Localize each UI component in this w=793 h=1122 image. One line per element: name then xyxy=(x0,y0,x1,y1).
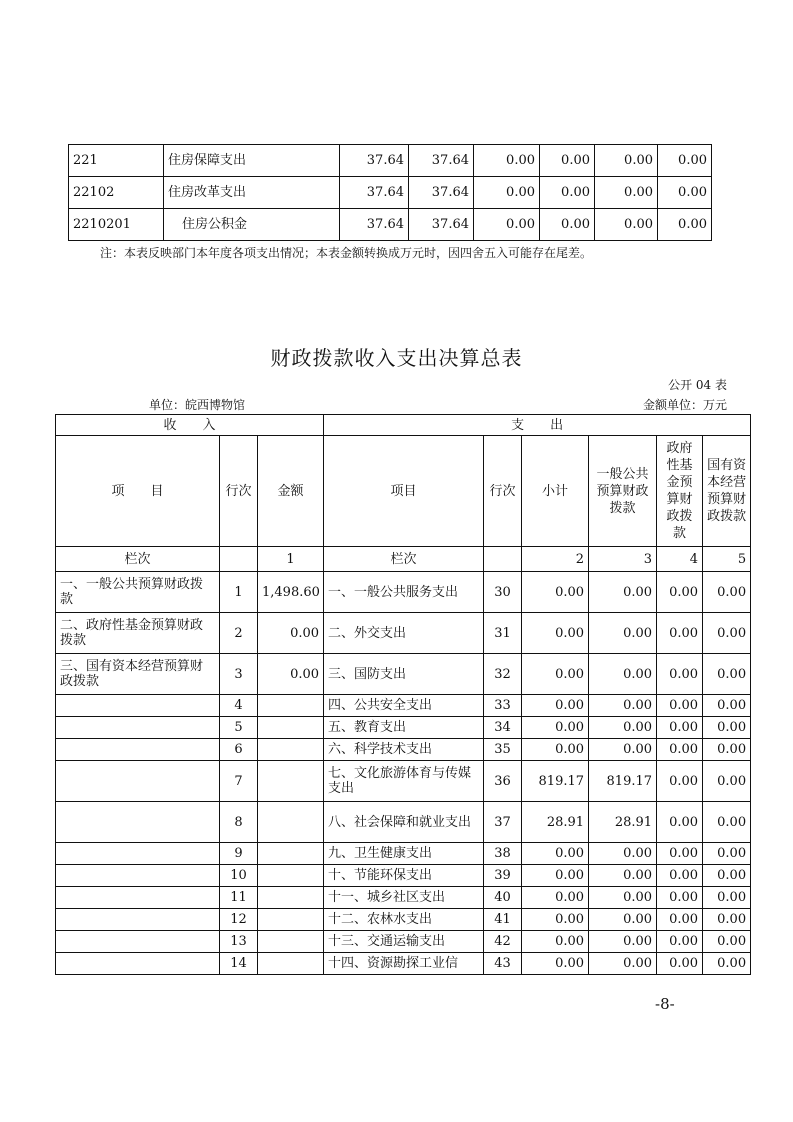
table-row xyxy=(56,887,751,909)
general-budget-value: 0.00 xyxy=(589,887,657,909)
value-cell: 0.00 xyxy=(474,209,540,241)
general-budget-value: 0.00 xyxy=(589,931,657,953)
col-number: 1 xyxy=(258,547,324,572)
income-item xyxy=(56,761,220,802)
income-amount xyxy=(258,695,324,717)
subtotal-value: 0.00 xyxy=(522,865,589,887)
value-cell: 37.64 xyxy=(409,145,474,177)
income-amount xyxy=(258,953,324,975)
state-capital-value: 0.00 xyxy=(703,572,751,613)
expense-row-number: 32 xyxy=(484,654,522,695)
income-amount: 0.00 xyxy=(258,613,324,654)
state-capital-value: 0.00 xyxy=(703,865,751,887)
col-number: 2 xyxy=(522,547,589,572)
empty-cell xyxy=(220,547,258,572)
expense-item: 二、外交支出 xyxy=(324,613,484,654)
income-amount xyxy=(258,931,324,953)
income-amount xyxy=(258,843,324,865)
col-fund-budget: 政府性基金预算财政拨款 xyxy=(657,436,703,547)
col-exp-row: 行次 xyxy=(484,436,522,547)
state-capital-value: 0.00 xyxy=(703,909,751,931)
subtotal-value: 0.00 xyxy=(522,654,589,695)
income-item xyxy=(56,887,220,909)
value-cell: 0.00 xyxy=(595,145,658,177)
income-row-number: 5 xyxy=(220,717,258,739)
expense-row-number: 38 xyxy=(484,843,522,865)
table-row xyxy=(56,843,751,865)
subtotal-value: 819.17 xyxy=(522,761,589,802)
general-budget-value: 0.00 xyxy=(589,953,657,975)
fund-budget-value: 0.00 xyxy=(657,572,703,613)
table-row xyxy=(69,177,712,209)
subtotal-value: 0.00 xyxy=(522,613,589,654)
fund-budget-value: 0.00 xyxy=(657,695,703,717)
expense-item: 六、科学技术支出 xyxy=(324,739,484,761)
general-budget-value: 819.17 xyxy=(589,761,657,802)
expense-row-number: 36 xyxy=(484,761,522,802)
income-item: 一、一般公共预算财政拨款 xyxy=(56,572,220,613)
state-capital-value: 0.00 xyxy=(703,953,751,975)
income-amount xyxy=(258,739,324,761)
fund-budget-value: 0.00 xyxy=(657,654,703,695)
state-capital-value: 0.00 xyxy=(703,802,751,843)
fund-budget-value: 0.00 xyxy=(657,739,703,761)
col-subtotal: 小计 xyxy=(522,436,589,547)
unit-label: 单位：皖西博物馆 xyxy=(149,398,246,412)
income-row-number: 2 xyxy=(220,613,258,654)
expense-row-number: 35 xyxy=(484,739,522,761)
income-item xyxy=(56,717,220,739)
subtotal-value: 0.00 xyxy=(522,909,589,931)
table-row xyxy=(56,717,751,739)
fund-budget-value: 0.00 xyxy=(657,843,703,865)
state-capital-value: 0.00 xyxy=(703,613,751,654)
income-amount xyxy=(258,909,324,931)
fiscal-summary-table xyxy=(55,414,751,975)
income-row-number: 4 xyxy=(220,695,258,717)
value-cell: 0.00 xyxy=(540,209,595,241)
subtotal-value: 0.00 xyxy=(522,843,589,865)
expense-item: 十三、交通运输支出 xyxy=(324,931,484,953)
income-item xyxy=(56,843,220,865)
state-capital-value: 0.00 xyxy=(703,739,751,761)
value-cell: 0.00 xyxy=(658,177,712,209)
expense-row-number: 37 xyxy=(484,802,522,843)
income-amount xyxy=(258,802,324,843)
fund-budget-value: 0.00 xyxy=(657,953,703,975)
general-budget-value: 28.91 xyxy=(589,802,657,843)
income-item xyxy=(56,739,220,761)
expenditure-detail-table xyxy=(68,144,712,241)
value-cell: 0.00 xyxy=(474,145,540,177)
general-budget-value: 0.00 xyxy=(589,572,657,613)
subtotal-value: 0.00 xyxy=(522,717,589,739)
item-name: 住房改革支出 xyxy=(164,177,340,209)
income-row-number: 12 xyxy=(220,909,258,931)
expense-item: 十一、城乡社区支出 xyxy=(324,887,484,909)
table-row xyxy=(56,865,751,887)
empty-cell xyxy=(484,547,522,572)
item-code: 221 xyxy=(69,145,164,177)
col-row: 行次 xyxy=(220,436,258,547)
expense-item: 九、卫生健康支出 xyxy=(324,843,484,865)
income-amount: 1,498.60 xyxy=(258,572,324,613)
table-row xyxy=(56,931,751,953)
value-cell: 37.64 xyxy=(409,209,474,241)
income-row-number: 6 xyxy=(220,739,258,761)
expense-row-number: 42 xyxy=(484,931,522,953)
subtotal-value: 0.00 xyxy=(522,739,589,761)
column-header-row xyxy=(56,436,751,547)
general-budget-value: 0.00 xyxy=(589,613,657,654)
state-capital-value: 0.00 xyxy=(703,843,751,865)
value-cell: 37.64 xyxy=(340,145,409,177)
col-item: 项 目 xyxy=(56,436,220,547)
expense-item: 八、社会保障和就业支出 xyxy=(324,802,484,843)
general-budget-value: 0.00 xyxy=(589,654,657,695)
subtotal-value: 0.00 xyxy=(522,953,589,975)
expense-row-number: 41 xyxy=(484,909,522,931)
section-header-row xyxy=(56,415,751,436)
expense-row-number: 39 xyxy=(484,865,522,887)
col-general-budget: 一般公共预算财政拨款 xyxy=(589,436,657,547)
item-code: 2210201 xyxy=(69,209,164,241)
fund-budget-value: 0.00 xyxy=(657,865,703,887)
value-cell: 0.00 xyxy=(595,209,658,241)
value-cell: 0.00 xyxy=(595,177,658,209)
table-row xyxy=(56,695,751,717)
expense-item: 一、一般公共服务支出 xyxy=(324,572,484,613)
page-title: 财政拨款收入支出决算总表 xyxy=(270,346,523,370)
income-row-number: 11 xyxy=(220,887,258,909)
expense-row-number: 34 xyxy=(484,717,522,739)
income-amount xyxy=(258,865,324,887)
income-row-number: 9 xyxy=(220,843,258,865)
expense-item: 五、教育支出 xyxy=(324,717,484,739)
subtotal-value: 0.00 xyxy=(522,887,589,909)
income-amount: 0.00 xyxy=(258,654,324,695)
expense-item: 十二、农林水支出 xyxy=(324,909,484,931)
table-row xyxy=(56,802,751,843)
income-item xyxy=(56,909,220,931)
subtotal-value: 0.00 xyxy=(522,695,589,717)
col-amount: 金额 xyxy=(258,436,324,547)
general-budget-value: 0.00 xyxy=(589,739,657,761)
expense-item: 三、国防支出 xyxy=(324,654,484,695)
table-row xyxy=(56,613,751,654)
table-row xyxy=(56,761,751,802)
col-number: 5 xyxy=(703,547,751,572)
table-row xyxy=(69,145,712,177)
income-item xyxy=(56,802,220,843)
subtotal-value: 28.91 xyxy=(522,802,589,843)
income-amount xyxy=(258,761,324,802)
income-item xyxy=(56,931,220,953)
state-capital-value: 0.00 xyxy=(703,717,751,739)
value-cell: 0.00 xyxy=(540,177,595,209)
expense-header: 支 出 xyxy=(324,415,751,436)
income-amount xyxy=(258,717,324,739)
general-budget-value: 0.00 xyxy=(589,717,657,739)
value-cell: 37.64 xyxy=(409,177,474,209)
col-exp-item: 项目 xyxy=(324,436,484,547)
income-header: 收 入 xyxy=(56,415,324,436)
amount-unit: 金额单位：万元 xyxy=(642,398,727,412)
col-state-capital: 国有资本经营预算财政拨款 xyxy=(703,436,751,547)
expense-row-number: 31 xyxy=(484,613,522,654)
income-row-number: 3 xyxy=(220,654,258,695)
income-row-number: 13 xyxy=(220,931,258,953)
state-capital-value: 0.00 xyxy=(703,887,751,909)
general-budget-value: 0.00 xyxy=(589,909,657,931)
subtotal-value: 0.00 xyxy=(522,572,589,613)
expense-item: 十、节能环保支出 xyxy=(324,865,484,887)
expense-row-number: 43 xyxy=(484,953,522,975)
fund-budget-value: 0.00 xyxy=(657,931,703,953)
income-item: 二、政府性基金预算财政拨款 xyxy=(56,613,220,654)
subtotal-value: 0.00 xyxy=(522,931,589,953)
income-row-number: 10 xyxy=(220,865,258,887)
expense-row-number: 33 xyxy=(484,695,522,717)
income-item xyxy=(56,953,220,975)
value-cell: 0.00 xyxy=(540,145,595,177)
fund-budget-value: 0.00 xyxy=(657,909,703,931)
form-number: 公开 04 表 xyxy=(668,378,727,392)
state-capital-value: 0.00 xyxy=(703,695,751,717)
col-number: 3 xyxy=(589,547,657,572)
column-number-row xyxy=(56,547,751,572)
table-row xyxy=(56,572,751,613)
income-amount xyxy=(258,887,324,909)
col-number: 4 xyxy=(657,547,703,572)
table-row xyxy=(56,739,751,761)
expense-item: 四、公共安全支出 xyxy=(324,695,484,717)
lanci-label: 栏次 xyxy=(56,547,220,572)
income-item xyxy=(56,695,220,717)
income-item: 三、国有资本经营预算财政拨款 xyxy=(56,654,220,695)
table-row xyxy=(56,953,751,975)
item-name: 住房公积金 xyxy=(164,209,340,241)
state-capital-value: 0.00 xyxy=(703,931,751,953)
state-capital-value: 0.00 xyxy=(703,761,751,802)
item-code: 22102 xyxy=(69,177,164,209)
general-budget-value: 0.00 xyxy=(589,843,657,865)
expense-row-number: 40 xyxy=(484,887,522,909)
fund-budget-value: 0.00 xyxy=(657,887,703,909)
general-budget-value: 0.00 xyxy=(589,695,657,717)
expense-item: 七、文化旅游体育与传媒支出 xyxy=(324,761,484,802)
table-row xyxy=(56,909,751,931)
income-row-number: 7 xyxy=(220,761,258,802)
lanci-label: 栏次 xyxy=(324,547,484,572)
table-note: 注：本表反映部门本年度各项支出情况；本表金额转换成万元时，因四舍五入可能存在尾差。 xyxy=(100,246,593,260)
value-cell: 37.64 xyxy=(340,177,409,209)
table-row xyxy=(56,654,751,695)
income-row-number: 8 xyxy=(220,802,258,843)
income-row-number: 14 xyxy=(220,953,258,975)
income-item xyxy=(56,865,220,887)
value-cell: 37.64 xyxy=(340,209,409,241)
value-cell: 0.00 xyxy=(658,209,712,241)
fund-budget-value: 0.00 xyxy=(657,802,703,843)
fund-budget-value: 0.00 xyxy=(657,761,703,802)
expense-item: 十四、资源勘探工业信 xyxy=(324,953,484,975)
item-name: 住房保障支出 xyxy=(164,145,340,177)
state-capital-value: 0.00 xyxy=(703,654,751,695)
table-row xyxy=(69,209,712,241)
value-cell: 0.00 xyxy=(658,145,712,177)
general-budget-value: 0.00 xyxy=(589,865,657,887)
fund-budget-value: 0.00 xyxy=(657,613,703,654)
value-cell: 0.00 xyxy=(474,177,540,209)
fund-budget-value: 0.00 xyxy=(657,717,703,739)
expense-row-number: 30 xyxy=(484,572,522,613)
page-number: -8- xyxy=(655,995,675,1013)
income-row-number: 1 xyxy=(220,572,258,613)
